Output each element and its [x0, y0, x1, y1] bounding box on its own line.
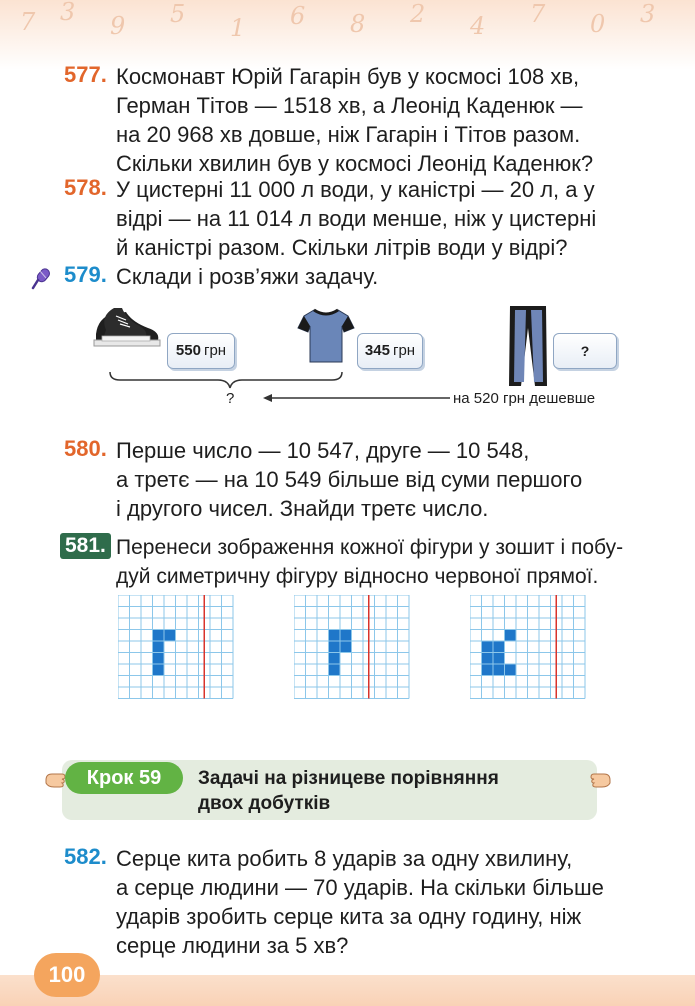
figure-cell [329, 641, 341, 653]
price-value: 550 [175, 342, 201, 359]
sneakers-icon [92, 304, 164, 350]
pants-price-box [553, 333, 617, 369]
task-578 [64, 175, 654, 262]
figure-cell [153, 664, 165, 676]
figure-cell [153, 641, 165, 653]
task-line: Герман Тітов — 1518 хв, а Леонід Каденюк — [116, 93, 583, 118]
task-577 [64, 62, 654, 178]
figure-cell [493, 664, 505, 676]
task-line: У цистерні 11 000 л води, у каністрі — 20 л, а у [116, 177, 595, 202]
task-number: 578. [64, 175, 107, 200]
task-580 [64, 436, 654, 523]
task-line: Перше число — 10 547, друге — 10 548, [116, 438, 530, 463]
figure-cell [340, 641, 352, 653]
task-line: Перенеси зображення кожної фігури у зошит і побу- [116, 536, 624, 559]
currency: грн [392, 342, 416, 359]
figure-cell [329, 664, 341, 676]
figure-cell [164, 630, 176, 642]
task-number: 581. [60, 533, 111, 559]
shirt-price-box [357, 333, 423, 369]
task-line: а третє — на 10 549 більше від суми першого [116, 467, 583, 492]
currency: грн [203, 342, 227, 359]
unknown-price: ? [580, 343, 590, 359]
figure-cell [153, 653, 165, 665]
page-number: 100 [34, 953, 100, 997]
task-line: і другого чисел. Знайди третє число. [116, 496, 489, 521]
symmetry-grid-3 [470, 595, 588, 703]
figure-cell [505, 630, 517, 642]
figure-cell [482, 641, 494, 653]
task-579 [64, 262, 654, 291]
shoes-price-box [167, 333, 235, 369]
task-line: й каністрі разом. Скільки літрів води у відрі? [116, 235, 568, 260]
figure-cell [482, 653, 494, 665]
section-title-line: Задачі на різницеве порівняння [198, 768, 499, 789]
price-value: 345 [364, 342, 390, 359]
task-line: дуй симетричну фігуру відносно червоної прямої. [116, 565, 599, 588]
task-line: на 20 968 хв довше, ніж Гагарін і Тітов разом. [116, 122, 581, 147]
figure-cell [329, 653, 341, 665]
task-number: 582. [64, 844, 107, 869]
difference-label: на 520 грн дешевше [453, 390, 596, 407]
task-line: Космонавт Юрій Гагарін був у космосі 108 хв, [116, 64, 580, 89]
figure-cell [493, 641, 505, 653]
figure-cell [340, 630, 352, 642]
figure-cell [482, 664, 494, 676]
task-number: 579. [64, 262, 107, 287]
figure-cell [493, 653, 505, 665]
figure-cell [153, 630, 165, 642]
hand-left-icon [44, 770, 66, 794]
figure-cell [329, 630, 341, 642]
task-line: відрі — на 11 014 л води менше, ніж у цистерні [116, 206, 597, 231]
section-title-line: двох добутків [198, 793, 331, 814]
task-line: ударів зробить серце кита за одну годину, ніж [116, 904, 582, 929]
task-line: Серце кита робить 8 ударів за одну хвилину, [116, 846, 573, 871]
task-number: 577. [64, 62, 107, 87]
task-line: серце людини за 5 хв? [116, 933, 349, 958]
task-line: Скільки хвилин був у космосі Леонід Каденюк? [116, 151, 594, 176]
symmetry-grid-1 [118, 595, 236, 703]
bottom-band [0, 975, 695, 1006]
decorative-number-band: 7 3 9 5 1 6 8 2 4 7 0 3 [0, 0, 695, 70]
microphone-icon [30, 266, 56, 292]
symmetry-grid-2 [294, 595, 412, 703]
tshirt-icon [296, 306, 356, 366]
task-number: 580. [64, 436, 107, 461]
task-581 [64, 533, 654, 591]
task-line: а серце людини — 70 ударів. На скільки більше [116, 875, 604, 900]
task-582 [64, 844, 654, 960]
figure-cell [505, 664, 517, 676]
task-line: Склади і розв’яжи задачу. [116, 264, 379, 289]
hand-right-icon [590, 770, 612, 794]
sum-question: ? [226, 390, 235, 407]
section-title [198, 766, 578, 816]
step-badge: Крок 59 [65, 762, 183, 794]
